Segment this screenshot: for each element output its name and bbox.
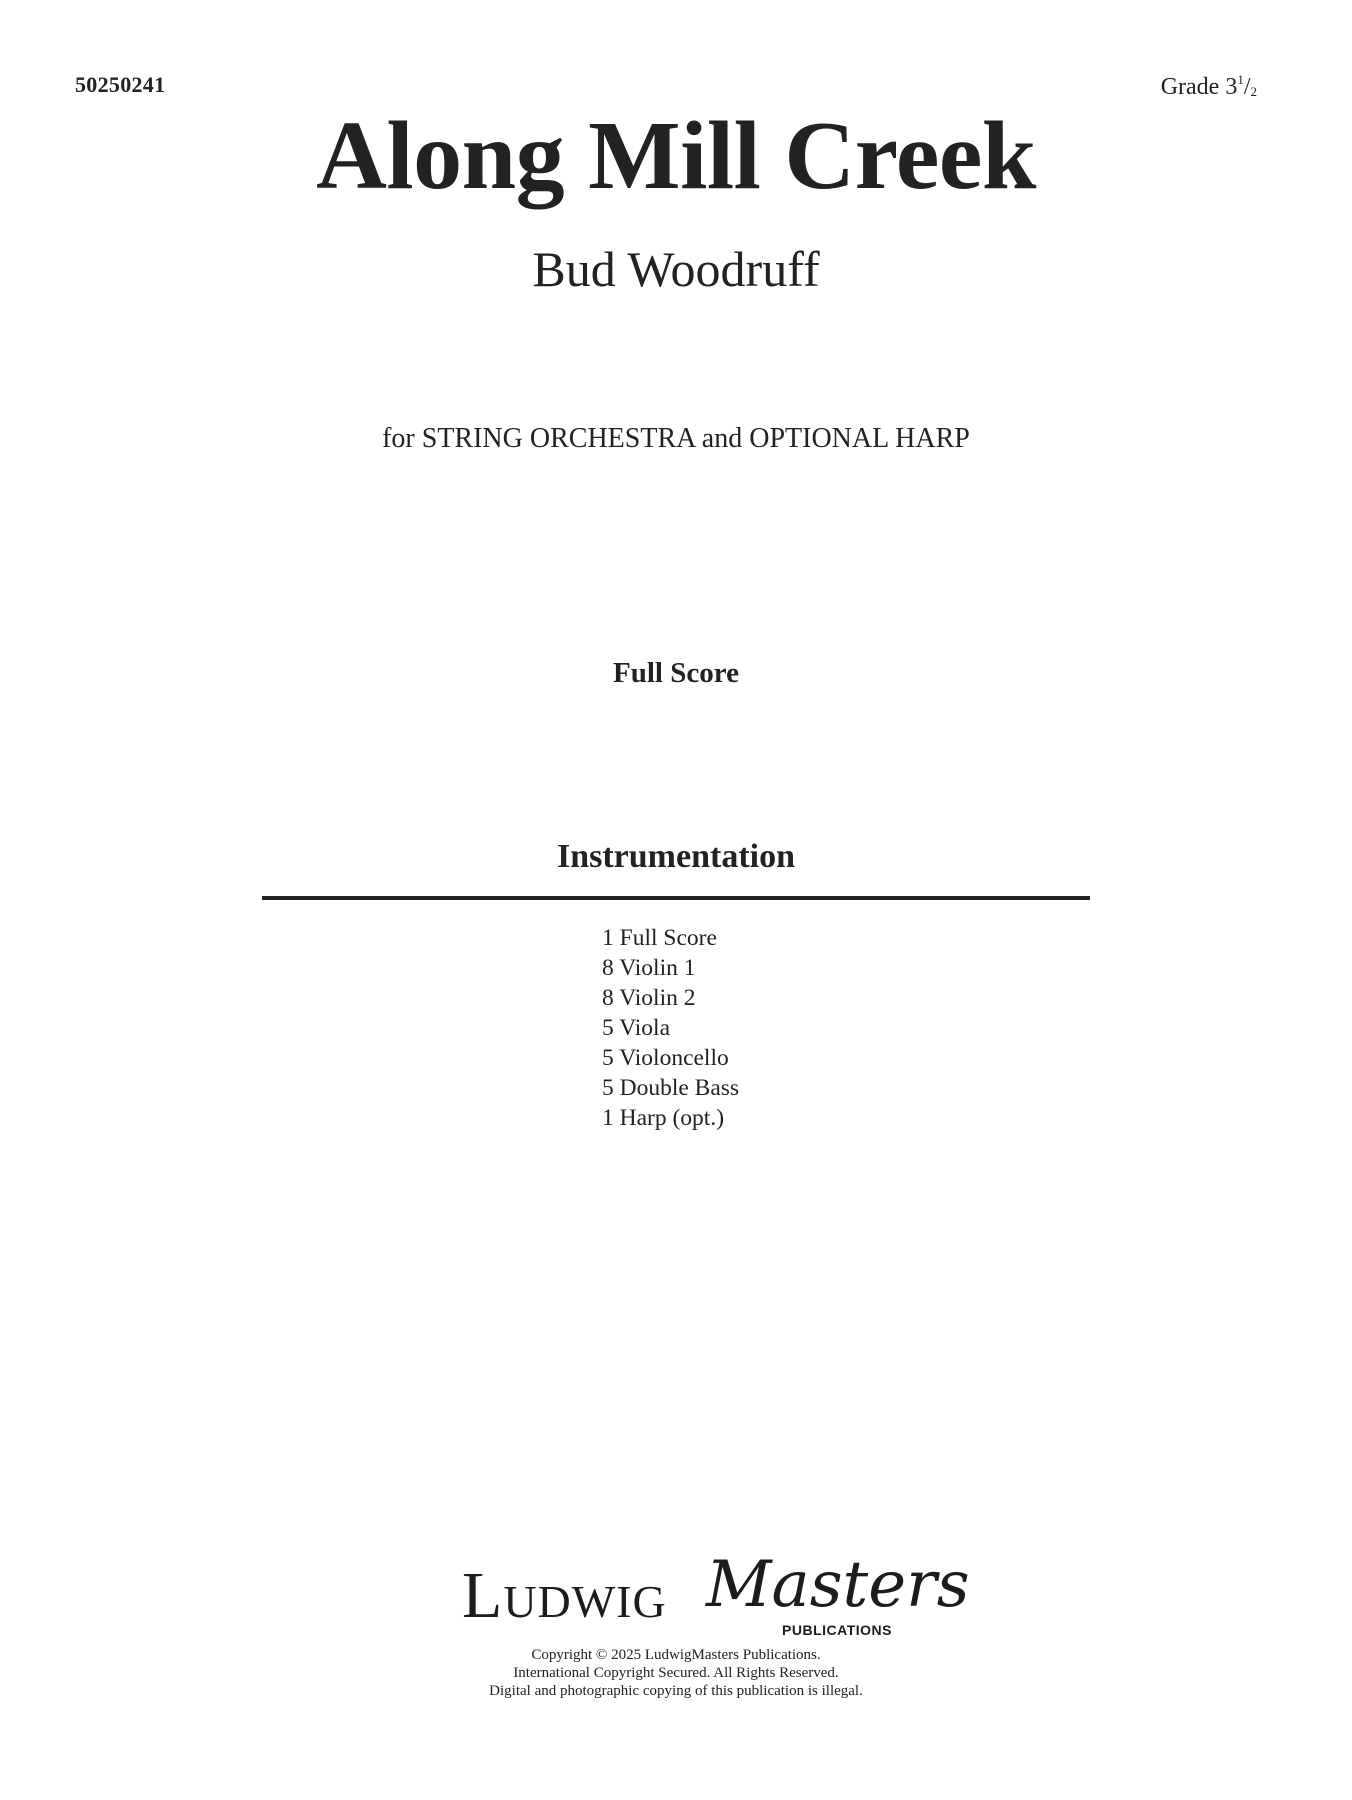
catalog-number: 50250241	[75, 72, 166, 97]
instrumentation-heading: Instrumentation	[556, 838, 796, 875]
list-item: 1 Full Score	[602, 925, 717, 951]
heading-divider	[262, 896, 1090, 900]
grade-fraction-numerator: 1	[1237, 72, 1244, 87]
list-item: 1 Harp (opt.)	[602, 1105, 725, 1131]
grade-label: Grade 3	[1160, 74, 1238, 100]
piece-title: Along Mill Creek	[316, 102, 1036, 210]
list-item: 5 Violoncello	[602, 1045, 729, 1071]
logo-ludwig-rest: UDWIG	[503, 1576, 667, 1627]
list-item: 5 Viola	[602, 1015, 670, 1041]
composer-name: Bud Woodruff	[532, 241, 820, 297]
copyright-line: Copyright © 2025 LudwigMasters Publications.	[531, 1647, 821, 1663]
list-item: 8 Violin 2	[602, 985, 696, 1011]
list-item: 5 Double Bass	[602, 1075, 740, 1101]
logo-initial: L	[462, 1559, 504, 1632]
grade-level: Grade $3^1/_2$	[1160, 72, 1257, 100]
scoring-description: for STRING ORCHESTRA and OPTIONAL HARP	[382, 423, 970, 454]
publisher-logo	[462, 1548, 970, 1640]
logo-masters-wordmark: Masters	[706, 1548, 970, 1622]
instrumentation-list	[602, 923, 739, 1133]
list-item: 8 Violin 1	[602, 955, 696, 981]
copyright-notice	[0, 1646, 1352, 1700]
logo-ludwig-wordmark	[462, 1558, 667, 1634]
logo-publications-label: PUBLICATIONS	[782, 1622, 892, 1638]
grade-fraction-denominator: 2	[1250, 84, 1257, 99]
copyright-line: International Copyright Secured. All Rights Reserved.	[513, 1665, 839, 1681]
score-type-label: Full Score	[613, 657, 739, 689]
copyright-line: Digital and photographic copying of this publication is illegal.	[489, 1683, 863, 1699]
